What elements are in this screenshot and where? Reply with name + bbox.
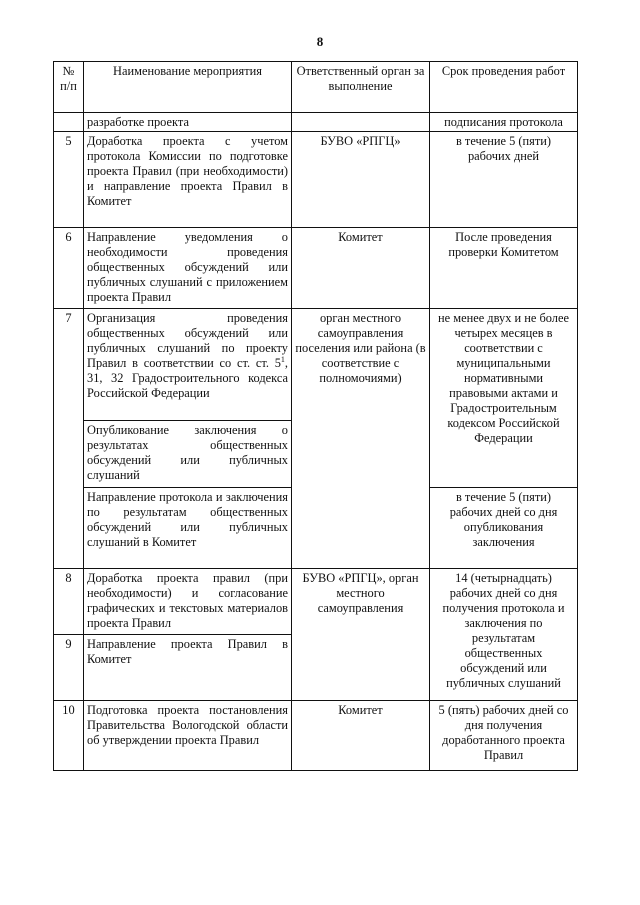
table-row-5 [54,132,578,228]
table-row-10 [54,701,578,771]
row-responsible: БУВО «РПГЦ» [292,132,430,228]
table-row-8 [54,569,578,635]
page-number: 8 [316,34,324,49]
row-name: Доработка проекта правил (при необходимости) и согласование графических и текстовых материалов проекта Правил [84,569,292,635]
cont-name: разработке проекта [84,113,292,132]
row-num: 10 [54,701,84,771]
row-responsible: Комитет [292,701,430,771]
row-name-prefix: Организация проведения общественных обсуждений или публичных слушаний по проекту Правил в соответствии со ст. ст. 5 [87,311,288,370]
row-responsible: орган местного самоуправления поселения или района (в соответствие с полномочиями) [292,309,430,569]
row-term-sub: в течение 5 (пяти) рабочих дней со дня опубликования заключения [430,488,578,569]
header-term: Срок проведения работ [430,62,578,113]
table-row-continuation [54,113,578,132]
row-num: 9 [54,635,84,701]
row-name-superscript: 1 [280,355,285,364]
table-header-row [54,62,578,113]
cont-num [54,113,84,132]
row-name: Доработка проекта с учетом протокола Комиссии по подготовке проекта Правил (при необходимости) и направление проекта Правил в Комитет [84,132,292,228]
header-num: № п/п [54,62,84,113]
events-table [53,61,578,771]
table-row-7a [54,309,578,421]
table-row-6 [54,228,578,309]
row-name: Направление проекта Правил в Комитет [84,635,292,701]
row-num: 6 [54,228,84,309]
row-term: 14 (четырнадцать) рабочих дней со дня получения протокола и заключения по результатам общественных обсуждений или публичных слушаний [430,569,578,701]
row-name-sub: Опубликование заключения о результатах общественных обсуждений или публичных слушаний [84,421,292,488]
row-term: 5 (пять) рабочих дней со дня получения доработанного проекта Правил [430,701,578,771]
row-name [84,309,292,421]
cont-term: подписания протокола [430,113,578,132]
row-num: 5 [54,132,84,228]
row-term: После проведения проверки Комитетом [430,228,578,309]
row-num: 8 [54,569,84,635]
row-name: Направление уведомления о необходимости проведения общественных обсуждений или публичных слушаний с приложением проекта Правил [84,228,292,309]
cont-responsible [292,113,430,132]
row-term: не менее двух и не более четырех месяцев в соответствии с муниципальными нормативными правовыми актами и Градостроительным кодексом Российской Федерации [430,309,578,488]
row-name-suffix: , 31, 32 Градостроительного кодекса Российской Федерации [87,356,288,400]
row-responsible: БУВО «РПГЦ», орган местного самоуправления [292,569,430,701]
row-term: в течение 5 (пяти) рабочих дней [430,132,578,228]
row-name-sub: Направление протокола и заключения по результатам общественных обсуждений или публичных слушаний в Комитет [84,488,292,569]
row-name: Подготовка проекта постановления Правительства Вологодской области об утверждении проекта Правил [84,701,292,771]
row-responsible: Комитет [292,228,430,309]
row-num: 7 [54,309,84,569]
header-responsible: Ответственный орган за выполнение [292,62,430,113]
header-name: Наименование мероприятия [84,62,292,113]
